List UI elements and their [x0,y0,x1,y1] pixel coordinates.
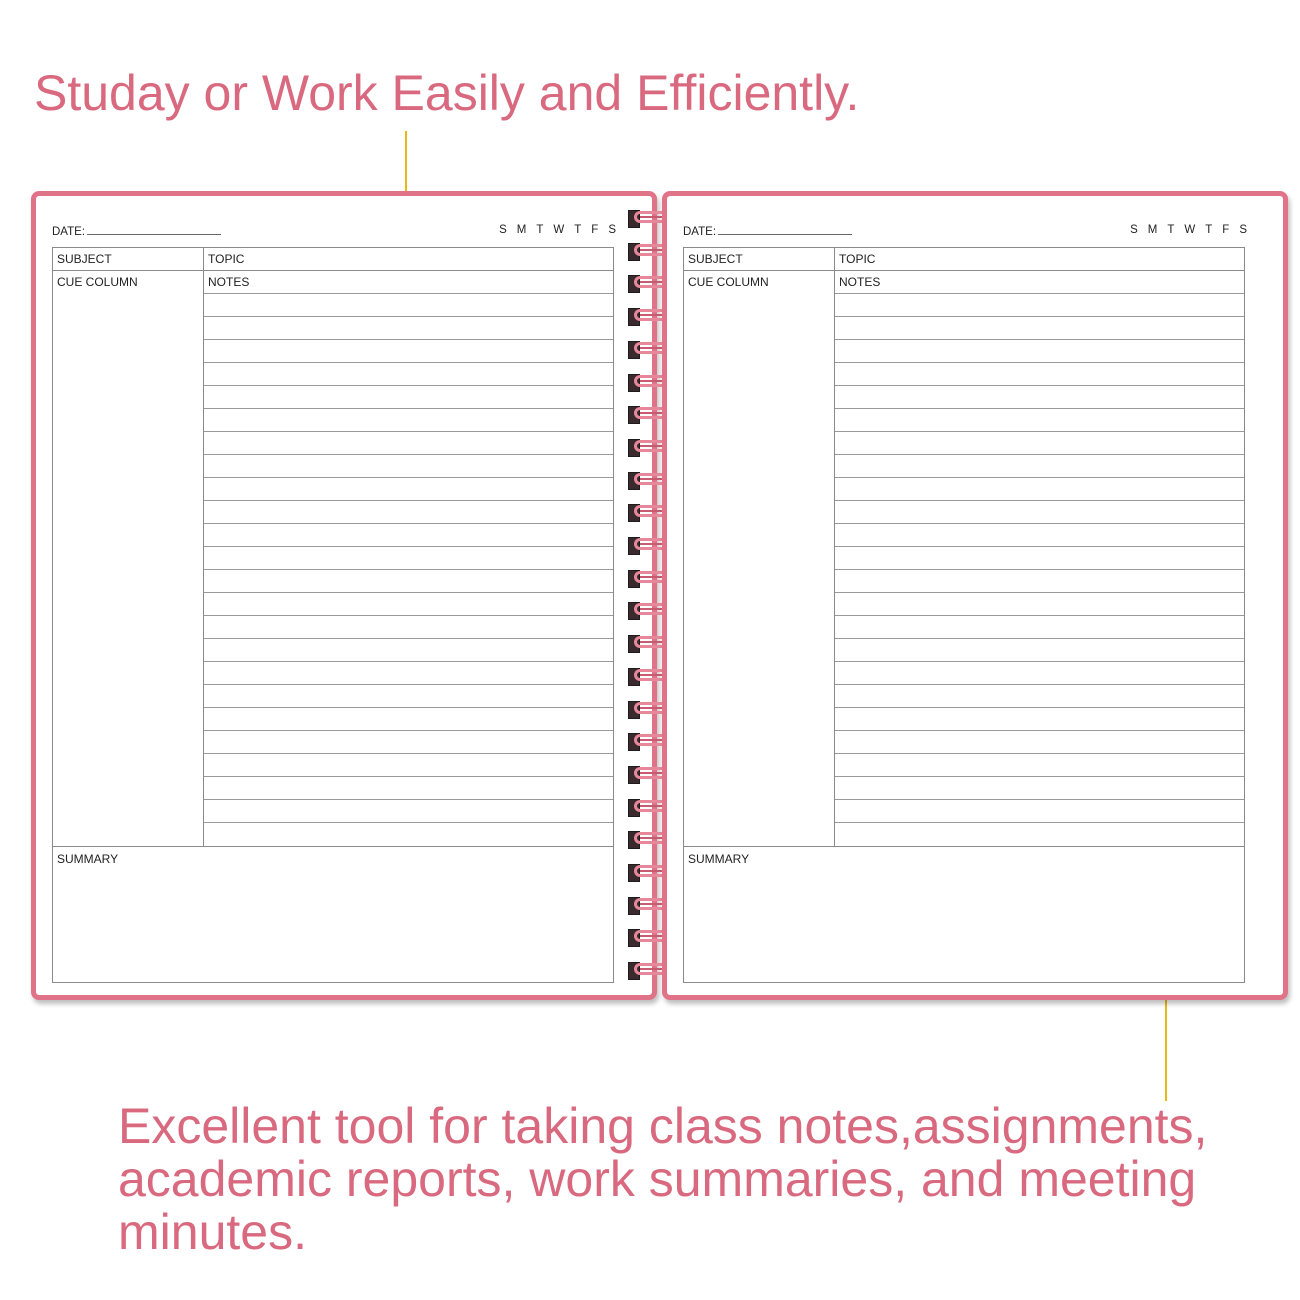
cue-column-divider [203,248,204,846]
caption: Excellent tool for taking class notes,assignments, academic reports, work summaries, and meeting minutes. [118,1098,1208,1260]
day-wednesday[interactable]: W [553,224,565,236]
cornell-notes-grid [683,247,1245,983]
note-rule-line [204,822,613,823]
date-label: DATE: [52,226,86,238]
cue-column-label: CUE COLUMN [688,275,769,289]
note-rule-line [835,431,1244,432]
note-rule-line [204,546,613,547]
day-monday[interactable]: M [1147,224,1158,236]
cornell-notes-grid [52,247,614,983]
note-rule-line [204,661,613,662]
note-rule-line [835,799,1244,800]
subject-label: SUBJECT [57,252,112,266]
day-saturday[interactable]: S [608,224,616,236]
note-rule-line [204,293,613,294]
note-rule-line [204,776,613,777]
note-rule-line [204,454,613,455]
notebook-page-right [662,191,1288,1000]
note-rule-line [835,707,1244,708]
note-rule-line [835,753,1244,754]
note-rule-line [835,615,1244,616]
day-sunday[interactable]: S [1130,224,1138,236]
summary-label: SUMMARY [57,852,119,866]
note-rule-line [835,592,1244,593]
date-underline [718,224,852,235]
weekday-selector [499,224,616,236]
note-rule-line [204,638,613,639]
weekday-selector [1130,224,1247,236]
note-rule-line [835,339,1244,340]
note-rule-line [835,822,1244,823]
note-rule-line [204,477,613,478]
subject-topic-row [53,248,613,271]
note-rule-line [835,408,1244,409]
day-wednesday[interactable]: W [1184,224,1196,236]
summary-divider [684,846,1244,847]
day-sunday[interactable]: S [499,224,507,236]
note-rule-line [835,661,1244,662]
note-rule-line [835,546,1244,547]
summary-divider [53,846,613,847]
note-rule-line [204,500,613,501]
day-saturday[interactable]: S [1239,224,1247,236]
note-rule-line [204,707,613,708]
note-rule-line [204,684,613,685]
note-rule-line [204,431,613,432]
subject-label: SUBJECT [688,252,743,266]
day-tuesday[interactable]: T [1167,224,1175,236]
note-rule-line [835,293,1244,294]
day-friday[interactable]: F [1222,224,1230,236]
headline: Studay or Work Easily and Efficiently. [34,65,860,121]
day-tuesday[interactable]: T [536,224,544,236]
note-rule-line [204,615,613,616]
cue-column-divider [834,248,835,846]
note-rule-line [835,385,1244,386]
day-friday[interactable]: F [591,224,599,236]
date-label: DATE: [683,226,717,238]
note-rule-line [204,385,613,386]
summary-label: SUMMARY [688,852,750,866]
topic-label: TOPIC [839,252,876,266]
note-rule-line [204,316,613,317]
note-rule-line [204,799,613,800]
date-field[interactable] [52,224,221,238]
note-rule-line [835,569,1244,570]
notebook-page-left [31,191,657,1000]
note-rule-line [835,730,1244,731]
note-rule-line [204,753,613,754]
note-rule-line [204,592,613,593]
note-rule-line [835,523,1244,524]
note-rule-line [204,523,613,524]
note-rule-line [835,362,1244,363]
subject-topic-row [684,248,1244,271]
note-rule-line [835,477,1244,478]
note-rule-line [204,730,613,731]
day-thursday[interactable]: T [574,224,582,236]
note-rule-line [204,408,613,409]
note-rule-line [835,638,1244,639]
note-rule-line [835,684,1244,685]
notes-label: NOTES [839,275,881,289]
topic-label: TOPIC [208,252,245,266]
note-rule-line [835,454,1244,455]
date-field[interactable] [683,224,852,238]
note-rule-line [835,316,1244,317]
note-rule-line [204,362,613,363]
note-rule-line [204,339,613,340]
cue-column-label: CUE COLUMN [57,275,138,289]
note-rule-line [204,569,613,570]
day-monday[interactable]: M [516,224,527,236]
date-underline [87,224,221,235]
note-rule-line [835,776,1244,777]
day-thursday[interactable]: T [1205,224,1213,236]
note-rule-line [835,500,1244,501]
notes-label: NOTES [208,275,250,289]
